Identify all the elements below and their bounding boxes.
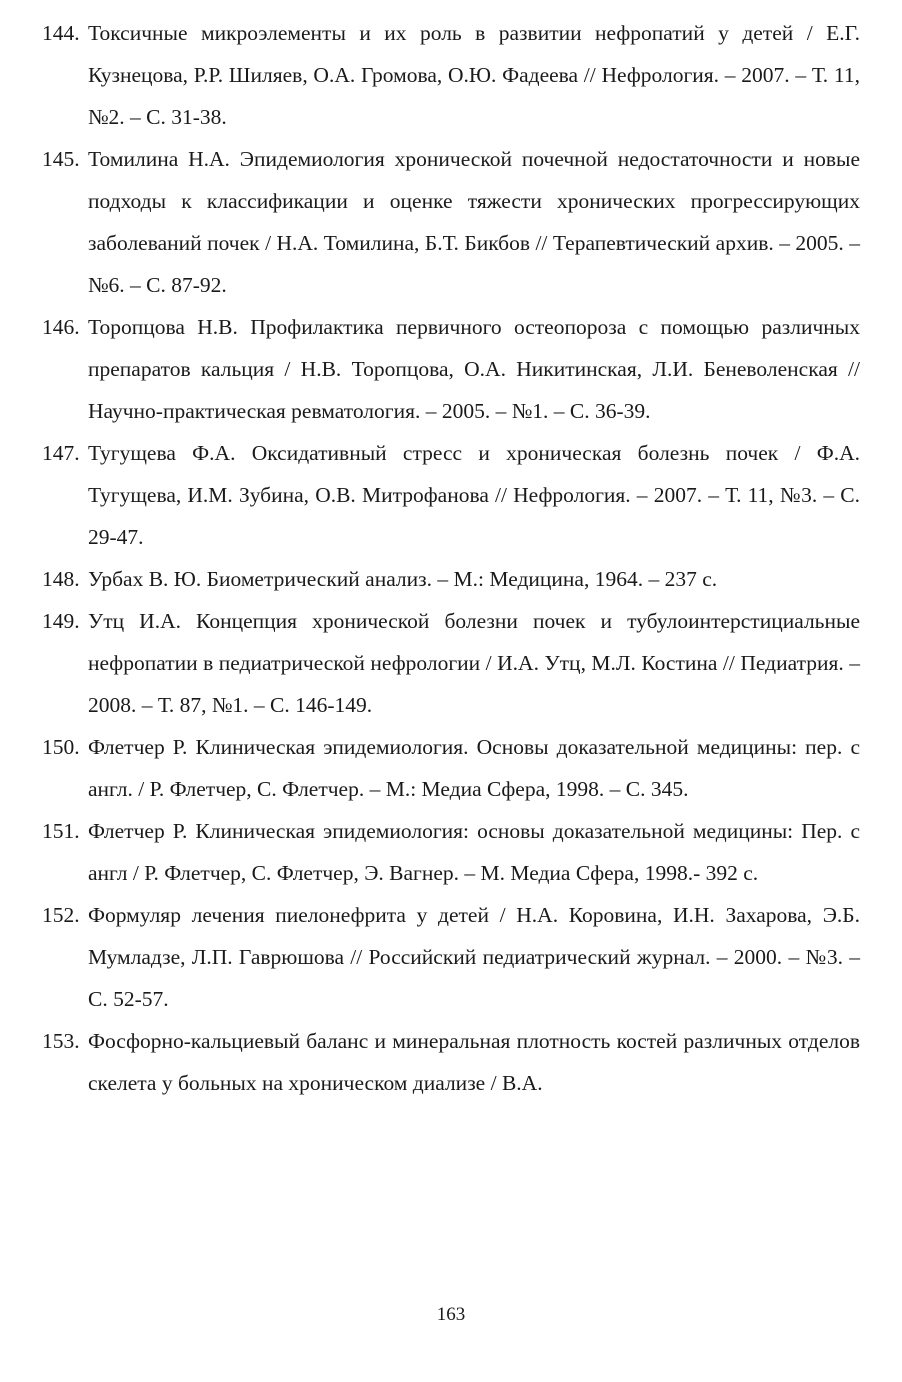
reference-item	[42, 558, 860, 600]
reference-item	[42, 138, 860, 306]
reference-number: 146.	[42, 315, 80, 339]
reference-item	[42, 12, 860, 138]
page-number: 163	[436, 1304, 466, 1325]
reference-number: 147.	[42, 441, 80, 465]
reference-list	[42, 12, 860, 1104]
reference-number: 144.	[42, 21, 80, 45]
reference-number: 149.	[42, 609, 80, 633]
reference-number: 148.	[42, 567, 80, 591]
reference-item	[42, 600, 860, 726]
reference-item	[42, 306, 860, 432]
reference-text: Торопцова Н.В. Профилактика первичного остеопороза с помощью различных препаратов кальция / Н.В. Торопцова, О.А. Никитинская, Л.И. Беневоленская // Научно-практическая ревматология. – 2005. – №1. – С. 36-39.	[88, 315, 860, 423]
reference-text: Тугущева Ф.А. Оксидативный стресс и хроническая болезнь почек / Ф.А. Тугущева, И.М. Зубина, О.В. Митрофанова // Нефрология. – 2007. – Т. 11, №3. – С. 29-47.	[88, 441, 860, 549]
reference-text: Утц И.А. Концепция хронической болезни почек и тубулоинтерстициальные нефропатии в педиатрической нефрологии / И.А. Утц, М.Л. Костина // Педиатрия. – 2008. – Т. 87, №1. – С. 146-149.	[88, 609, 860, 717]
reference-item	[42, 810, 860, 894]
reference-item	[42, 432, 860, 558]
reference-item	[42, 894, 860, 1020]
reference-text: Формуляр лечения пиелонефрита у детей / Н.А. Коровина, И.Н. Захарова, Э.Б. Мумладзе, Л.П. Гаврюшова // Российский педиатрический журнал. – 2000. – №3. – С. 52-57.	[88, 903, 860, 1011]
reference-number: 151.	[42, 819, 80, 843]
reference-number: 145.	[42, 147, 80, 171]
reference-number: 153.	[42, 1029, 80, 1053]
reference-item	[42, 726, 860, 810]
reference-text: Токсичные микроэлементы и их роль в развитии нефропатий у детей / Е.Г. Кузнецова, Р.Р. Шиляев, О.А. Громова, О.Ю. Фадеева // Нефрология. – 2007. – Т. 11, №2. – С. 31-38.	[88, 21, 860, 129]
reference-text: Урбах В. Ю. Биометрический анализ. – М.: Медицина, 1964. – 237 с.	[88, 567, 718, 591]
reference-text: Флетчер Р. Клиническая эпидемиология. Основы доказательной медицины: пер. с англ. / Р. Флетчер, С. Флетчер. – М.: Медиа Сфера, 1998. – С. 345.	[88, 735, 860, 801]
reference-number: 152.	[42, 903, 80, 927]
reference-number: 150.	[42, 735, 80, 759]
reference-item	[42, 1020, 860, 1104]
reference-text: Флетчер Р. Клиническая эпидемиология: основы доказательной медицины: Пер. с англ / Р. Флетчер, С. Флетчер, Э. Вагнер. – М. Медиа Сфера, 1998.- 392 с.	[88, 819, 860, 885]
reference-text: Томилина Н.А. Эпидемиология хронической почечной недостаточности и новые подходы к классификации и оценке тяжести хронических прогрессирующих заболеваний почек / Н.А. Томилина, Б.Т. Бикбов // Терапевтический архив. – 2005. – №6. – С. 87-92.	[88, 147, 860, 297]
reference-text: Фосфорно-кальциевый баланс и минеральная плотность костей различных отделов скелета у больных на хроническом диализе / В.А.	[88, 1029, 860, 1095]
